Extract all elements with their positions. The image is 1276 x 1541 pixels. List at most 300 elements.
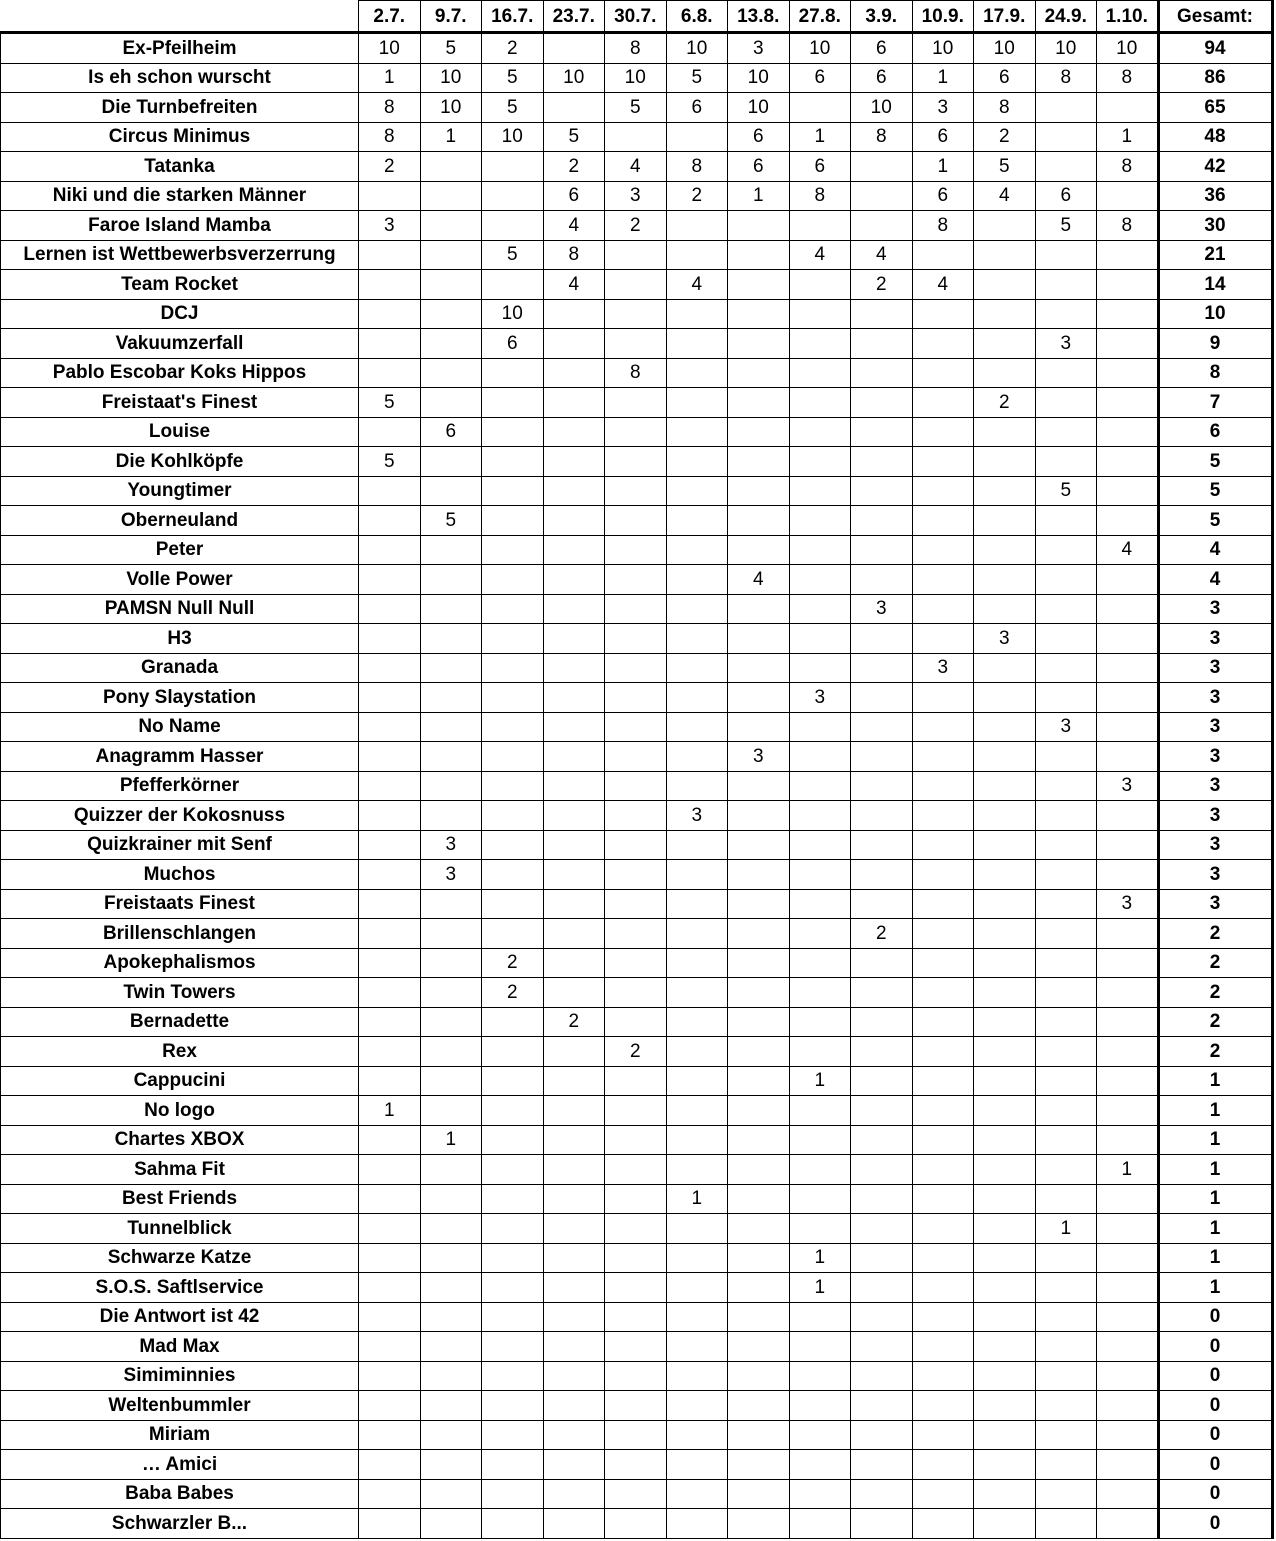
score-cell: [420, 1302, 482, 1332]
score-cell: 1: [728, 181, 790, 211]
score-cell: 1: [359, 63, 421, 93]
total-cell: 0: [1158, 1361, 1272, 1391]
score-cell: [1097, 801, 1159, 831]
team-name-cell: Chartes XBOX: [1, 1125, 359, 1155]
score-cell: [1097, 919, 1159, 949]
score-cell: [728, 388, 790, 418]
total-cell: 6: [1158, 417, 1272, 447]
score-cell: 10: [543, 63, 605, 93]
team-name-cell: Louise: [1, 417, 359, 447]
score-cell: 1: [912, 152, 974, 182]
score-cell: [851, 1509, 913, 1539]
table-row: [1, 1184, 1273, 1214]
score-cell: [728, 1125, 790, 1155]
score-cell: [1035, 1332, 1097, 1362]
team-name-cell: H3: [1, 624, 359, 654]
column-header-date: 30.7.: [605, 1, 667, 33]
score-cell: [912, 329, 974, 359]
score-cell: [728, 240, 790, 270]
score-cell: [1097, 476, 1159, 506]
score-cell: [359, 860, 421, 890]
score-cell: [728, 211, 790, 241]
score-cell: 2: [543, 1007, 605, 1037]
score-cell: [359, 1007, 421, 1037]
team-name-cell: Lernen ist Wettbewerbsverzerrung: [1, 240, 359, 270]
score-cell: [605, 270, 667, 300]
score-cell: [1035, 919, 1097, 949]
score-cell: [666, 1243, 728, 1273]
score-cell: [789, 1214, 851, 1244]
score-cell: [359, 565, 421, 595]
score-cell: 10: [1035, 33, 1097, 64]
team-name-cell: Tatanka: [1, 152, 359, 182]
score-cell: [420, 1007, 482, 1037]
score-cell: [605, 122, 667, 152]
score-cell: 6: [912, 122, 974, 152]
score-cell: [359, 624, 421, 654]
team-name-cell: Baba Babes: [1, 1479, 359, 1509]
score-cell: 4: [789, 240, 851, 270]
score-cell: [728, 653, 790, 683]
score-cell: [789, 1479, 851, 1509]
score-cell: [543, 417, 605, 447]
score-cell: [666, 1125, 728, 1155]
score-cell: [666, 240, 728, 270]
score-cell: [1097, 1479, 1159, 1509]
score-cell: [543, 329, 605, 359]
score-cell: [359, 712, 421, 742]
score-cell: [728, 948, 790, 978]
score-cell: 8: [851, 122, 913, 152]
score-cell: [359, 1391, 421, 1421]
score-cell: 8: [1097, 63, 1159, 93]
score-cell: [359, 1332, 421, 1362]
score-cell: 10: [974, 33, 1036, 64]
score-cell: [728, 683, 790, 713]
score-cell: [1035, 830, 1097, 860]
score-cell: 5: [482, 93, 544, 123]
score-cell: [543, 388, 605, 418]
score-cell: [359, 1184, 421, 1214]
table-row: [1, 742, 1273, 772]
score-cell: [543, 1302, 605, 1332]
score-cell: 6: [543, 181, 605, 211]
score-cell: [728, 801, 790, 831]
score-cell: [851, 211, 913, 241]
score-cell: [1097, 1450, 1159, 1480]
score-cell: [359, 1479, 421, 1509]
score-cell: [482, 742, 544, 772]
team-name-cell: Youngtimer: [1, 476, 359, 506]
score-cell: [1035, 1450, 1097, 1480]
score-cell: 10: [728, 93, 790, 123]
score-cell: [974, 1155, 1036, 1185]
total-cell: 3: [1158, 860, 1272, 890]
score-cell: [974, 1332, 1036, 1362]
score-cell: [543, 830, 605, 860]
score-cell: [666, 1066, 728, 1096]
team-name-cell: Pablo Escobar Koks Hippos: [1, 358, 359, 388]
score-cell: [605, 388, 667, 418]
score-cell: [420, 1243, 482, 1273]
total-cell: 5: [1158, 476, 1272, 506]
score-cell: [728, 1273, 790, 1303]
score-cell: [789, 889, 851, 919]
table-row: [1, 447, 1273, 477]
score-cell: 2: [605, 1037, 667, 1067]
table-row: [1, 63, 1273, 93]
score-cell: [543, 919, 605, 949]
score-cell: 2: [974, 388, 1036, 418]
score-cell: 10: [605, 63, 667, 93]
score-cell: [728, 535, 790, 565]
score-cell: [543, 93, 605, 123]
score-cell: [666, 624, 728, 654]
score-cell: [359, 1155, 421, 1185]
team-name-cell: S.O.S. Saftlservice: [1, 1273, 359, 1303]
score-cell: [420, 624, 482, 654]
total-cell: 42: [1158, 152, 1272, 182]
score-cell: [974, 240, 1036, 270]
score-cell: [789, 1302, 851, 1332]
team-name-cell: No logo: [1, 1096, 359, 1126]
score-cell: [420, 594, 482, 624]
score-cell: [482, 1391, 544, 1421]
score-cell: [666, 358, 728, 388]
score-cell: [543, 683, 605, 713]
score-cell: [974, 1420, 1036, 1450]
score-cell: [1097, 978, 1159, 1008]
score-cell: 5: [420, 33, 482, 64]
score-cell: [420, 948, 482, 978]
score-cell: [605, 506, 667, 536]
score-cell: [974, 1184, 1036, 1214]
score-cell: [420, 1066, 482, 1096]
score-cell: [789, 801, 851, 831]
score-cell: [605, 329, 667, 359]
score-cell: [728, 270, 790, 300]
table-body: [1, 33, 1273, 1539]
team-name-cell: Quizzer der Kokosnuss: [1, 801, 359, 831]
score-cell: [482, 152, 544, 182]
score-cell: [1035, 240, 1097, 270]
score-cell: [974, 742, 1036, 772]
score-cell: [666, 565, 728, 595]
score-cell: [359, 1361, 421, 1391]
score-cell: [482, 476, 544, 506]
score-cell: [912, 1450, 974, 1480]
score-cell: [359, 801, 421, 831]
score-cell: [666, 830, 728, 860]
score-cell: [1097, 417, 1159, 447]
score-cell: [605, 1184, 667, 1214]
score-cell: [912, 1332, 974, 1362]
score-cell: [666, 1479, 728, 1509]
score-cell: [728, 506, 790, 536]
score-cell: [789, 919, 851, 949]
score-cell: [482, 801, 544, 831]
score-cell: [789, 388, 851, 418]
score-cell: [543, 1184, 605, 1214]
table-row: [1, 476, 1273, 506]
score-cell: [912, 712, 974, 742]
total-cell: 3: [1158, 712, 1272, 742]
score-cell: [543, 299, 605, 329]
team-name-cell: DCJ: [1, 299, 359, 329]
score-cell: [605, 1361, 667, 1391]
score-cell: 6: [789, 63, 851, 93]
score-cell: 6: [974, 63, 1036, 93]
score-cell: [605, 417, 667, 447]
table-row: [1, 93, 1273, 123]
score-cell: [851, 1273, 913, 1303]
column-header-date: 2.7.: [359, 1, 421, 33]
score-cell: [359, 329, 421, 359]
table-row: [1, 1479, 1273, 1509]
score-cell: [974, 535, 1036, 565]
score-cell: [666, 594, 728, 624]
score-cell: [974, 1007, 1036, 1037]
score-cell: [543, 1509, 605, 1539]
total-cell: 4: [1158, 565, 1272, 595]
score-cell: [1097, 1302, 1159, 1332]
score-cell: [666, 860, 728, 890]
score-cell: [482, 1184, 544, 1214]
score-cell: [974, 683, 1036, 713]
score-cell: [482, 358, 544, 388]
score-cell: [912, 624, 974, 654]
score-cell: [974, 889, 1036, 919]
total-cell: 7: [1158, 388, 1272, 418]
score-cell: [912, 948, 974, 978]
score-cell: 3: [420, 830, 482, 860]
score-cell: [666, 388, 728, 418]
score-cell: [974, 594, 1036, 624]
score-cell: [359, 1037, 421, 1067]
score-cell: [543, 476, 605, 506]
table-row: [1, 594, 1273, 624]
score-cell: [1035, 535, 1097, 565]
score-cell: [789, 358, 851, 388]
score-cell: [851, 653, 913, 683]
score-cell: [851, 1302, 913, 1332]
score-cell: [666, 1155, 728, 1185]
score-cell: [851, 299, 913, 329]
score-cell: [1035, 1184, 1097, 1214]
score-cell: [482, 1125, 544, 1155]
table-row: [1, 860, 1273, 890]
team-name-cell: Granada: [1, 653, 359, 683]
score-cell: [359, 948, 421, 978]
score-cell: [851, 535, 913, 565]
score-cell: [1035, 565, 1097, 595]
score-cell: [666, 417, 728, 447]
score-cell: [1097, 860, 1159, 890]
score-cell: [728, 712, 790, 742]
score-cell: 10: [789, 33, 851, 64]
total-cell: 5: [1158, 447, 1272, 477]
score-cell: [482, 1096, 544, 1126]
score-cell: [482, 1332, 544, 1362]
column-header-date: 23.7.: [543, 1, 605, 33]
score-cell: [912, 447, 974, 477]
total-cell: 2: [1158, 1037, 1272, 1067]
score-cell: [851, 1125, 913, 1155]
score-cell: [912, 476, 974, 506]
score-cell: [420, 565, 482, 595]
score-cell: [789, 1420, 851, 1450]
score-cell: [728, 1479, 790, 1509]
score-cell: [789, 978, 851, 1008]
score-cell: [359, 1420, 421, 1450]
score-cell: [789, 270, 851, 300]
score-cell: [728, 447, 790, 477]
table-row: [1, 565, 1273, 595]
score-cell: [851, 447, 913, 477]
team-name-cell: Pfefferkörner: [1, 771, 359, 801]
score-cell: 8: [974, 93, 1036, 123]
score-cell: [974, 948, 1036, 978]
total-cell: 2: [1158, 978, 1272, 1008]
score-cell: 10: [728, 63, 790, 93]
score-cell: 2: [851, 919, 913, 949]
score-cell: [912, 742, 974, 772]
score-cell: [666, 712, 728, 742]
score-cell: [851, 476, 913, 506]
score-cell: 1: [420, 1125, 482, 1155]
score-cell: [543, 742, 605, 772]
score-cell: 10: [420, 93, 482, 123]
score-cell: [789, 1391, 851, 1421]
score-cell: 5: [359, 447, 421, 477]
score-cell: 10: [1097, 33, 1159, 64]
score-cell: [482, 1420, 544, 1450]
score-cell: [974, 358, 1036, 388]
score-cell: [420, 919, 482, 949]
score-cell: [666, 476, 728, 506]
score-cell: [728, 594, 790, 624]
total-cell: 0: [1158, 1332, 1272, 1362]
score-cell: [605, 919, 667, 949]
team-name-cell: Faroe Island Mamba: [1, 211, 359, 241]
score-cell: 5: [420, 506, 482, 536]
score-cell: 3: [728, 742, 790, 772]
score-cell: [666, 447, 728, 477]
score-cell: 2: [359, 152, 421, 182]
score-cell: [666, 919, 728, 949]
score-cell: [543, 1243, 605, 1273]
score-cell: [543, 860, 605, 890]
score-cell: [851, 1184, 913, 1214]
score-cell: [1097, 1066, 1159, 1096]
score-cell: [789, 1037, 851, 1067]
team-name-cell: Ex-Pfeilheim: [1, 33, 359, 64]
score-cell: [912, 889, 974, 919]
score-cell: [420, 1479, 482, 1509]
score-cell: [1035, 1273, 1097, 1303]
score-cell: [666, 1420, 728, 1450]
team-name-cell: PAMSN Null Null: [1, 594, 359, 624]
score-cell: [1097, 1332, 1159, 1362]
score-cell: [420, 1184, 482, 1214]
score-cell: [789, 1155, 851, 1185]
score-cell: [420, 535, 482, 565]
score-cell: [728, 1509, 790, 1539]
total-cell: 8: [1158, 358, 1272, 388]
score-cell: [851, 1361, 913, 1391]
score-cell: [543, 33, 605, 64]
score-cell: [666, 948, 728, 978]
score-cell: [482, 1302, 544, 1332]
score-cell: [912, 299, 974, 329]
table-row: [1, 535, 1273, 565]
score-cell: [1097, 1214, 1159, 1244]
total-cell: 2: [1158, 1007, 1272, 1037]
column-header-date: 27.8.: [789, 1, 851, 33]
table-row: [1, 1273, 1273, 1303]
score-cell: 3: [974, 624, 1036, 654]
score-cell: [543, 1125, 605, 1155]
score-cell: [912, 1214, 974, 1244]
score-cell: [605, 1125, 667, 1155]
score-cell: [543, 1273, 605, 1303]
score-cell: [605, 1096, 667, 1126]
score-cell: [912, 830, 974, 860]
score-cell: [1097, 1420, 1159, 1450]
score-cell: [1035, 1302, 1097, 1332]
score-cell: [1035, 860, 1097, 890]
score-cell: [974, 1509, 1036, 1539]
total-cell: 9: [1158, 329, 1272, 359]
score-cell: [666, 1450, 728, 1480]
score-cell: [482, 1509, 544, 1539]
score-cell: [912, 1125, 974, 1155]
score-cell: 8: [605, 33, 667, 64]
score-cell: 3: [1097, 771, 1159, 801]
score-cell: [789, 860, 851, 890]
score-cell: [605, 594, 667, 624]
score-cell: [728, 1420, 790, 1450]
score-cell: [359, 594, 421, 624]
score-cell: [1097, 270, 1159, 300]
score-cell: [543, 1066, 605, 1096]
score-cell: 1: [789, 1273, 851, 1303]
score-cell: [420, 329, 482, 359]
table-row: [1, 1302, 1273, 1332]
score-cell: [420, 683, 482, 713]
score-cell: [420, 181, 482, 211]
total-cell: 0: [1158, 1420, 1272, 1450]
score-cell: [789, 535, 851, 565]
team-name-cell: Twin Towers: [1, 978, 359, 1008]
score-cell: 1: [789, 122, 851, 152]
score-cell: [359, 1214, 421, 1244]
score-cell: [1097, 299, 1159, 329]
score-cell: [974, 978, 1036, 1008]
score-cell: [605, 1302, 667, 1332]
score-cell: [1097, 93, 1159, 123]
score-cell: [1035, 683, 1097, 713]
score-cell: [851, 860, 913, 890]
team-name-cell: Peter: [1, 535, 359, 565]
score-cell: [728, 1450, 790, 1480]
column-header-total: Gesamt:: [1158, 1, 1272, 33]
score-cell: [420, 771, 482, 801]
team-name-cell: Quizkrainer mit Senf: [1, 830, 359, 860]
score-cell: [482, 535, 544, 565]
score-cell: [359, 742, 421, 772]
score-cell: 10: [912, 33, 974, 64]
